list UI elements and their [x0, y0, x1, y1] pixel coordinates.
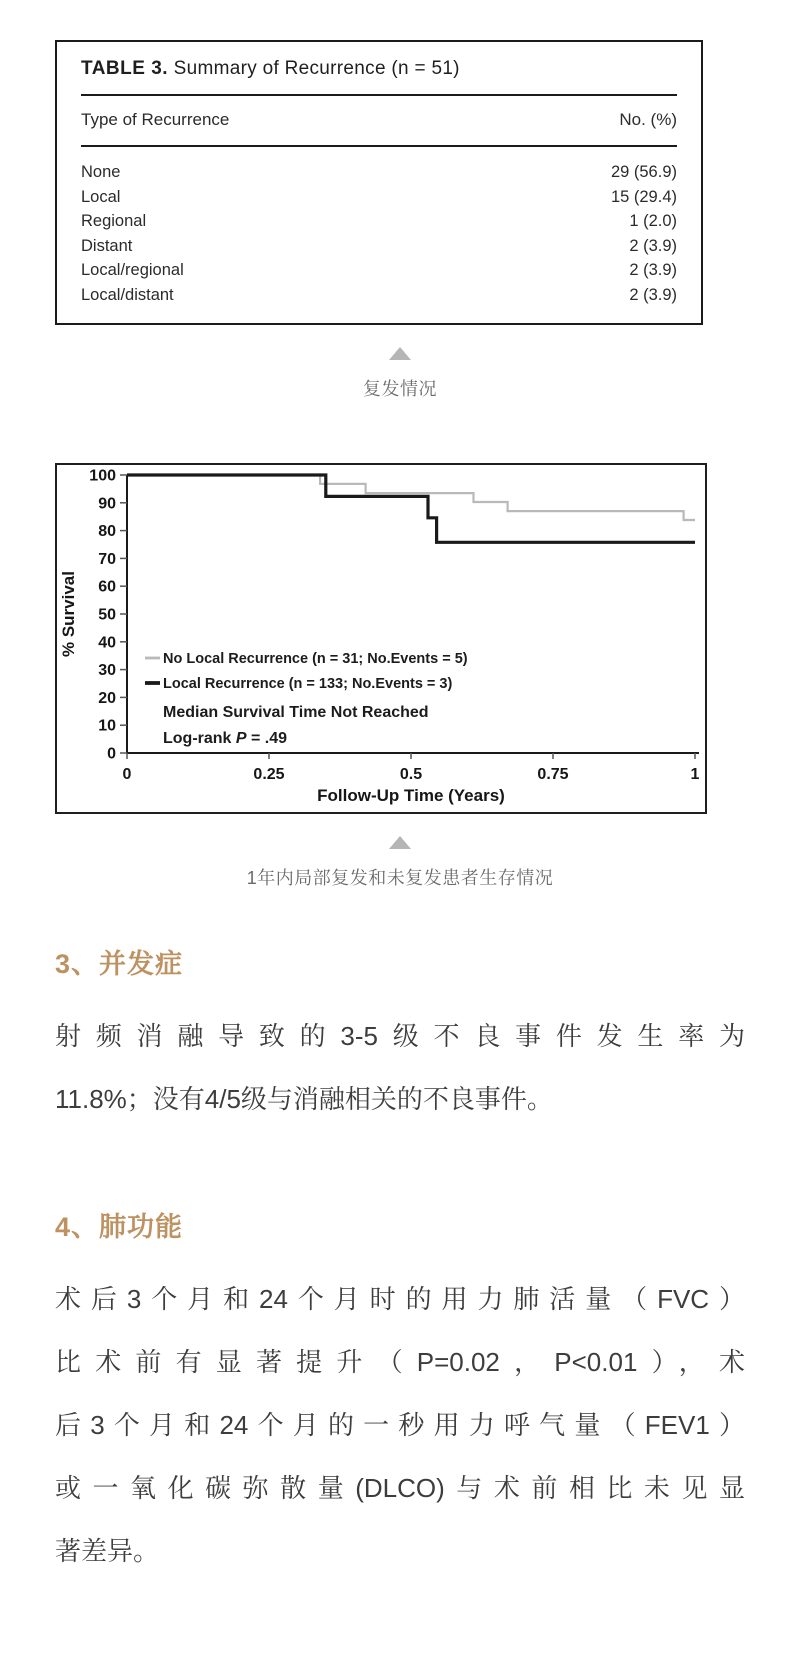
svg-text:0.5: 0.5: [399, 766, 423, 783]
recurrence-type-cell: Distant: [81, 236, 133, 255]
x-axis-label: Follow-Up Time (Years): [317, 786, 505, 805]
figure-caption-chart: 1年内局部复发和未复发患者生存情况: [246, 868, 554, 888]
svg-text:90: 90: [98, 495, 116, 513]
section-heading-complications: 3、并发症: [55, 949, 184, 979]
svg-text:70: 70: [98, 550, 116, 568]
table-row: [81, 234, 677, 259]
paragraph-line: 后3个月和24个月的一秒用力呼气量（FEV1）: [55, 1410, 745, 1440]
svg-text:100: 100: [89, 467, 116, 485]
table-row: [81, 209, 677, 234]
svg-text:0.25: 0.25: [253, 766, 285, 783]
km-survival-chart: [57, 465, 705, 812]
annotation-0: Median Survival Time Not Reached: [163, 704, 429, 721]
count-cell: 29 (56.9): [610, 163, 677, 181]
recurrence-type-cell: Regional: [81, 212, 147, 230]
article-page: [0, 40, 800, 1631]
collapse-arrow-icon: [389, 836, 411, 849]
survival-chart-figure: [55, 463, 707, 814]
series-lines: [127, 475, 695, 542]
paragraph-complications: [55, 1005, 745, 1131]
count-cell: 1 (2.0): [629, 212, 677, 230]
paragraph-line: 或一氧化碳弥散量(DLCO)与术前相比未见显: [55, 1473, 745, 1503]
table-body: [81, 147, 677, 307]
svg-text:1: 1: [690, 766, 700, 783]
svg-text:0: 0: [122, 766, 132, 783]
table-row: [81, 283, 677, 308]
collapse-arrow-icon: [389, 347, 411, 360]
table-title-label: TABLE 3.: [81, 58, 169, 79]
count-cell: 2 (3.9): [629, 236, 677, 255]
legend-label-0: No Local Recurrence (n = 31; No.Events = 5): [163, 651, 468, 667]
paragraph-line: 术后3个月和24个月时的用力肺活量（FVC）: [55, 1284, 745, 1314]
table-row: [81, 160, 677, 185]
table-column-header-count: No. (%): [619, 110, 677, 129]
svg-text:0: 0: [107, 745, 116, 763]
svg-text:0.75: 0.75: [537, 766, 569, 783]
svg-text:60: 60: [98, 578, 116, 596]
paragraph-line: 射频消融导致的3-5级不良事件发生率为: [55, 1021, 745, 1051]
table-column-header-type: Type of Recurrence: [81, 110, 230, 129]
summary-table-card: [55, 40, 703, 325]
table-row: [81, 258, 677, 283]
table-title-text: Summary of Recurrence (n = 51): [168, 58, 460, 79]
svg-text:80: 80: [98, 523, 116, 541]
km-survival-chart-svg: [57, 465, 705, 812]
recurrence-type-cell: None: [81, 163, 121, 181]
recurrence-type-cell: Local/regional: [81, 261, 184, 279]
recurrence-type-cell: Local/distant: [81, 285, 174, 304]
paragraph-line: 11.8%；没有4/5级与消融相关的不良事件。: [55, 1084, 553, 1114]
paragraph-pulmonary-function: [55, 1268, 745, 1583]
paragraph-line: 著差异。: [55, 1536, 160, 1566]
chart-legend: [145, 651, 468, 692]
svg-text:30: 30: [98, 662, 116, 680]
paragraph-line: 比术前有显著提升（P=0.02，P<0.01），术: [55, 1347, 745, 1377]
count-cell: 15 (29.4): [610, 187, 677, 206]
series-line-1: [127, 475, 695, 542]
count-cell: 2 (3.9): [629, 261, 677, 279]
x-ticks: [123, 753, 700, 783]
svg-text:10: 10: [98, 717, 116, 735]
table-row: [81, 185, 677, 210]
chart-annotations: [163, 704, 429, 747]
svg-text:20: 20: [98, 689, 116, 707]
y-axis-label: % Survival: [59, 571, 78, 657]
svg-text:40: 40: [98, 634, 116, 652]
figure-caption-table: 复发情况: [363, 379, 437, 399]
y-ticks: [89, 468, 127, 763]
table-title: [81, 58, 677, 96]
annotation-1: Log-rank P = .49: [163, 730, 288, 747]
svg-text:50: 50: [98, 606, 116, 624]
count-cell: 2 (3.9): [629, 285, 677, 304]
legend-label-1: Local Recurrence (n = 133; No.Events = 3): [163, 676, 453, 692]
recurrence-type-cell: Local: [81, 187, 121, 206]
table-header-row: [81, 96, 677, 147]
section-heading-pulmonary-function: 4、肺功能: [55, 1212, 184, 1242]
article-content: [55, 40, 745, 1583]
